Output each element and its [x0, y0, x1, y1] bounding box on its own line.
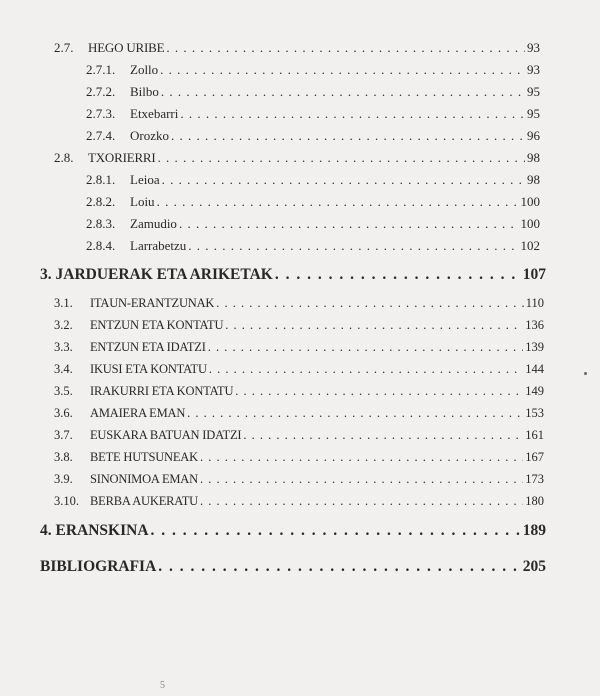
page-number: 102: [520, 238, 540, 253]
section-title: ENTZUN ETA KONTATU: [90, 318, 224, 332]
leader-dots: [208, 340, 524, 355]
toc-entry: [86, 172, 540, 188]
toc-entry: [86, 62, 540, 78]
section-number: 3.5.: [54, 384, 73, 398]
leader-dots: [161, 84, 525, 100]
page-number: 173: [525, 472, 544, 486]
leader-dots: [179, 216, 519, 232]
leader-dots: [188, 238, 518, 254]
section-title: ENTZUN ETA IDATZI: [90, 340, 206, 354]
section-title: Etxebarri: [130, 106, 179, 121]
page-number: 189: [522, 522, 546, 539]
section-title: EUSKARA BATUAN IDATZI: [90, 428, 242, 442]
section-title: BERBA AUKERATU: [90, 494, 198, 508]
toc-entry: [54, 40, 540, 56]
page-number: 93: [527, 40, 540, 55]
page-number: 100: [520, 216, 540, 231]
leader-dots: [160, 62, 525, 78]
page-number: 98: [527, 172, 540, 187]
toc-entry: [86, 84, 540, 100]
toc-bibliography: [40, 558, 546, 576]
toc-chapter-4: [40, 522, 546, 540]
leader-dots: [171, 128, 525, 144]
page-number: 153: [525, 406, 544, 420]
section-title: Zamudio: [130, 216, 177, 231]
page-number: 107: [522, 266, 546, 283]
page-number: 167: [525, 450, 544, 464]
section-number: 3.4.: [54, 362, 73, 376]
page-number: 205: [522, 558, 546, 575]
leader-dots: [151, 522, 521, 540]
section-number: 2.8.4.: [86, 238, 116, 253]
section-number: 2.7.3.: [86, 106, 116, 121]
toc-entry: [54, 296, 544, 311]
page-number: 110: [525, 296, 544, 310]
section-number: 3.8.: [54, 450, 73, 464]
ink-speck: [584, 372, 587, 375]
section-number: 2.8.1.: [86, 172, 116, 187]
leader-dots: [158, 558, 520, 576]
page-number: 144: [525, 362, 544, 376]
chapter-title: 3. JARDUERAK ETA ARIKETAK: [40, 266, 273, 283]
toc-entry: [54, 150, 540, 166]
leader-dots: [158, 150, 525, 166]
toc-entry: [54, 450, 544, 465]
page-number: 98: [527, 150, 540, 165]
leader-dots: [216, 296, 523, 311]
section-number: 3.3.: [54, 340, 73, 354]
toc-entry: [86, 128, 540, 144]
leader-dots: [275, 266, 521, 284]
section-number: 3.2.: [54, 318, 73, 332]
toc-entry: [54, 362, 544, 377]
section-number: 2.8.3.: [86, 216, 116, 231]
page-number: 180: [525, 494, 544, 508]
leader-dots: [209, 362, 523, 377]
section-number: 2.7.4.: [86, 128, 116, 143]
leader-dots: [162, 172, 525, 188]
toc-entry: [54, 472, 544, 487]
toc-entry: [54, 384, 544, 399]
toc-entry: [54, 494, 544, 509]
section-title: BETE HUTSUNEAK: [90, 450, 198, 464]
section-title: SINONIMOA EMAN: [90, 472, 198, 486]
section-number: 2.8.2.: [86, 194, 116, 209]
chapter-title: BIBLIOGRAFIA: [40, 558, 157, 575]
page-number: 93: [527, 62, 540, 77]
section-number: 3.7.: [54, 428, 73, 442]
leader-dots: [187, 406, 523, 421]
leader-dots: [243, 428, 523, 443]
page-number: 95: [527, 84, 540, 99]
page-number: 149: [525, 384, 544, 398]
leader-dots: [200, 472, 523, 487]
section-title: Orozko: [130, 128, 169, 143]
section-title: Loiu: [130, 194, 155, 209]
toc-entry: [54, 318, 544, 333]
toc-entry: [86, 216, 540, 232]
section-title: AMAIERA EMAN: [90, 406, 186, 420]
toc-entry: [54, 340, 544, 355]
section-number: 3.1.: [54, 296, 73, 310]
section-title: Bilbo: [130, 84, 159, 99]
leader-dots: [200, 450, 523, 465]
section-number: 2.7.1.: [86, 62, 116, 77]
page-number: 96: [527, 128, 540, 143]
toc-chapter-3: [40, 266, 546, 284]
section-number: 2.7.2.: [86, 84, 116, 99]
toc-entry: [86, 194, 540, 210]
section-title: Zollo: [130, 62, 159, 77]
toc-entry: [86, 238, 540, 254]
section-title: TXORIERRI: [88, 150, 156, 165]
section-number: 3.6.: [54, 406, 73, 420]
section-title: IRAKURRI ETA KONTATU: [90, 384, 234, 398]
section-number: 3.9.: [54, 472, 73, 486]
footer-mark: 5: [160, 680, 165, 691]
leader-dots: [157, 194, 519, 210]
page-number: 139: [525, 340, 544, 354]
section-title: Leioa: [130, 172, 160, 187]
leader-dots: [200, 494, 523, 509]
page-number: 100: [520, 194, 540, 209]
page-number: 136: [525, 318, 544, 332]
leader-dots: [225, 318, 523, 333]
toc-entry: [54, 428, 544, 443]
toc-entry: [86, 106, 540, 122]
section-number: 2.8.: [54, 150, 74, 165]
page-number: 161: [525, 428, 544, 442]
section-number: 3.10.: [54, 494, 79, 508]
toc-entry: [54, 406, 544, 421]
chapter-title: 4. ERANSKINA: [40, 522, 149, 539]
leader-dots: [235, 384, 523, 399]
leader-dots: [180, 106, 525, 122]
page-number: 95: [527, 106, 540, 121]
section-title: Larrabetzu: [130, 238, 187, 253]
leader-dots: [166, 40, 525, 56]
section-number: 2.7.: [54, 40, 74, 55]
section-title: ITAUN-ERANTZUNAK: [90, 296, 215, 310]
section-title: HEGO URIBE: [88, 40, 165, 55]
section-title: IKUSI ETA KONTATU: [90, 362, 207, 376]
